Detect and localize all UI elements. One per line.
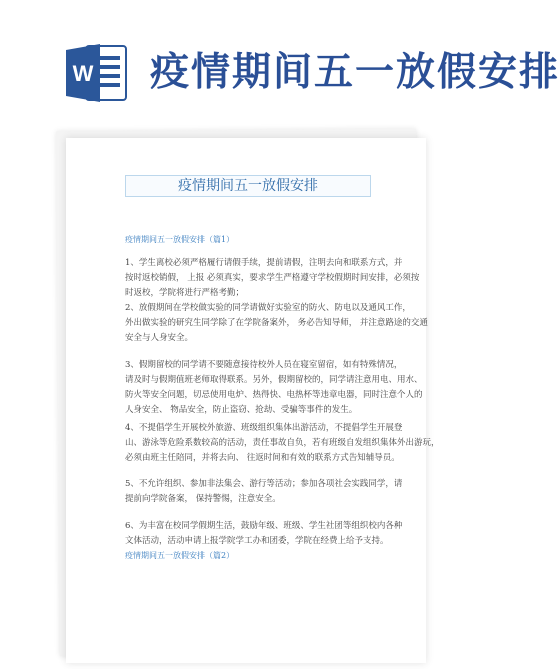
header-title: 疫情期间五一放假安排 — [150, 49, 560, 95]
paragraph-line: 3、假期留校的同学请不要随意接待校外人员在寝室留宿，如有特殊情况， — [125, 360, 403, 370]
paragraph-line: 4、不提倡学生开展校外旅游、班级组织集体出游活动，不提倡学生开展登 — [125, 423, 403, 433]
section-heading-2: 疫情期间五一放假安排（篇2） — [125, 551, 235, 560]
paragraph-1 — [125, 256, 420, 301]
paragraph-line: 提前向学院备案， 保持警惕，注意安全。 — [125, 494, 281, 504]
paragraph-line: 6、为丰富在校同学假期生活，鼓励年级、班级、学生社团等组织校内各种 — [125, 521, 403, 531]
svg-text:W: W — [72, 61, 94, 86]
document-page — [66, 138, 440, 663]
word-icon — [64, 40, 130, 106]
title-box — [125, 175, 371, 197]
paragraph-line: 2、放假期间在学校做实验的同学请做好实验室的防火、防电以及通风工作， — [125, 303, 411, 313]
paragraph-4 — [125, 421, 440, 466]
paragraph-line: 按时返校销假， 上报 必须真实，要求学生严格遵守学校假期时间安排，必须按 — [125, 273, 420, 283]
paragraph-line: 外出做实验的研究生同学除了在学院备案外， 务必告知导师， 并注意路途的交通 — [125, 318, 428, 328]
document-title: 疫情期间五一放假安排 — [178, 178, 318, 194]
document-header — [0, 0, 560, 115]
paragraph-line: 山、游泳等危险系数较高的活动，责任事故自负，若有班级自发组织集体外出游玩， — [125, 438, 440, 448]
paragraph-line: 人身安全、 物品安全，防止盗窃、抢劫、受骗等事件的发生。 — [125, 405, 358, 415]
paragraph-line: 安全与人身安全。 — [125, 333, 194, 343]
paragraph-line: 防火等安全问题，切忌使用电炉、热得快、电热杯等违章电器，同时注意个人的 — [125, 390, 423, 400]
paragraph-line: 时返校，学院将进行严格考勤； — [125, 288, 245, 298]
paragraph-3 — [125, 358, 423, 418]
paragraph-line: 文体活动，活动申请上报学院学工办和团委，学院在经费上给予支持。 — [125, 536, 389, 546]
paragraph-line: 5、不允许组织、参加非法集会、游行等活动；参加各项社会实践同学，请 — [125, 479, 403, 489]
paragraph-line: 1、学生离校必须严格履行请假手续，提前请假，注明去向和联系方式，并 — [125, 258, 403, 268]
paragraph-6 — [125, 519, 403, 549]
paragraph-5 — [125, 477, 403, 507]
paragraph-line: 必须由班主任陪同，并将去向、 往返时间和有效的联系方式告知辅导员。 — [125, 453, 400, 463]
section-heading-1: 疫情期间五一放假安排（篇1） — [125, 235, 235, 244]
paragraph-2 — [125, 301, 428, 346]
paragraph-line: 请及时与假期值班老师取得联系。另外，假期留校的，同学请注意用电、用水、 — [125, 375, 423, 385]
